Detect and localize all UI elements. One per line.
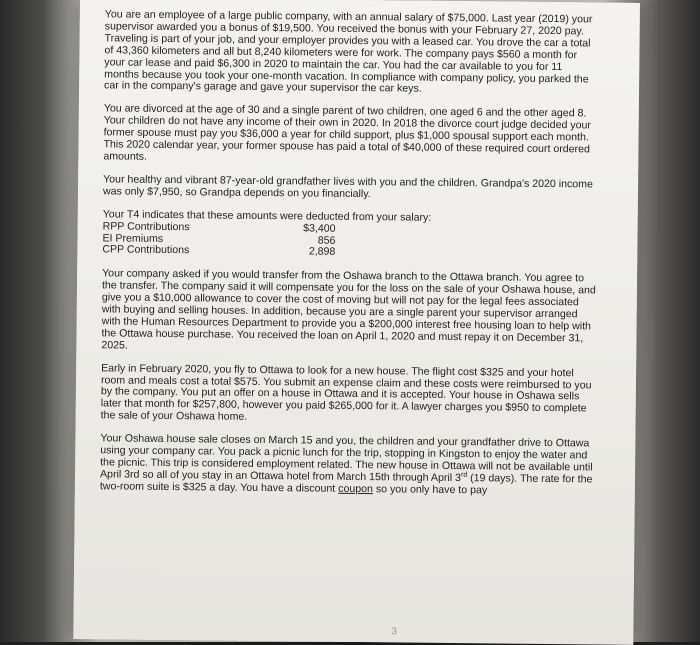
deduction-amount: $3,400	[303, 222, 336, 235]
deduction-amount: 2,898	[308, 245, 336, 259]
move-text-part2: (19 days). The rate for the two-room suite is $325 a day. You have a discount	[99, 472, 593, 495]
paragraph-move	[100, 433, 596, 498]
paragraph-house-hunt: Early in February 2020, you fly to Ottawa to look for a new house. The flight cost $325 and your hotel room and meals cost a total $575. You submit an expense claim and these costs were reimbursed to you by the company. You put an offer on a house in Ottawa and it is accepted. Your house in Oshawa sells later that month for $257,800, however you paid $265,000 for it. A lawyer charges you $950 to complete the sale of your Oshawa home.	[100, 361, 592, 424]
paragraph-grandfather: Your healthy and vibrant 87-year-old grandfather lives with you and the children. Grandpa's 2020 income was only $7,950, so Grandpa depends on you financially.	[102, 173, 593, 200]
move-text-part1: Your Oshawa house sale closes on March 15 and you, the children and your grandfather drive to Ottawa using your company car. You pack a picnic lunch for the trip, stopping in Kingston to enjoy the water and the picnic. This trip is considered employment related. The new house in Ottawa will not be available until April 3rd so all of you stay in an Ottawa hotel from March 15th through April 3	[99, 432, 593, 484]
document-body	[100, 9, 600, 509]
ordinal-superscript: rd	[460, 471, 468, 479]
deductions-table	[102, 221, 335, 259]
deduction-label: EI Premiums	[102, 231, 164, 245]
paragraph-employment: You are an employee of a large public company, with an annual salary of $75,000. Last year (2019) your supervisor awarded you a bonus of $19,500. You received the bonus with your February 27, 2020 pay. Traveling is part of your job, and your employer provides you with a leased car. You drove the car a total of 43,360 kilometers and all but 8,240 kilometers were for work. The company pays $560 a month for your car lease and paid $6,300 in 2020 to maintain the car. You had the car available to you for 11 months because you took your one-month vacation. In compliance with company policy, you parked the car in the company's garage and gave your supervisor the car keys.	[104, 8, 593, 96]
paragraph-transfer: Your company asked if you would transfer from the Oshawa branch to the Ottawa branch. You agree to the transfer. The company said it will compensate you for the loss on the sale of your Oshawa house, and give you a $10,000 allowance to cover the cost of moving but will not pay for the legal fees associated with buying and selling houses. In addition, because you are a single parent your supervisor arranged with the Human Resources Department to provide you a $200,000 interest free housing loan to help with the Ottawa house purchase. You received the loan on April 1, 2020 and must repay it on December 31, 2025.	[101, 267, 596, 352]
document-page	[73, 0, 640, 645]
deduction-label: RPP Contributions	[102, 219, 190, 233]
deduction-amount: 856	[317, 234, 336, 247]
t4-intro: Your T4 indicates that these amounts were deducted from your salary:	[102, 208, 432, 224]
move-text-part3: so you only have to pay	[372, 482, 488, 497]
deduction-label: CPP Contributions	[102, 243, 190, 257]
page-number: 3	[391, 626, 398, 638]
underlined-word: coupon	[338, 482, 374, 495]
paragraph-family: You are divorced at the age of 30 and a single parent of two children, one aged 6 and the other aged 8. Your children do not have any income of their own in 2020. In 2018 the divorce court judge decided your former spouse must pay you $36,000 a year for child support, plus $1,000 spousal support each month. This 2020 calendar year, your former spouse has paid a total of $40,000 of these required court ordered amounts.	[103, 102, 592, 163]
table-row	[102, 245, 335, 259]
